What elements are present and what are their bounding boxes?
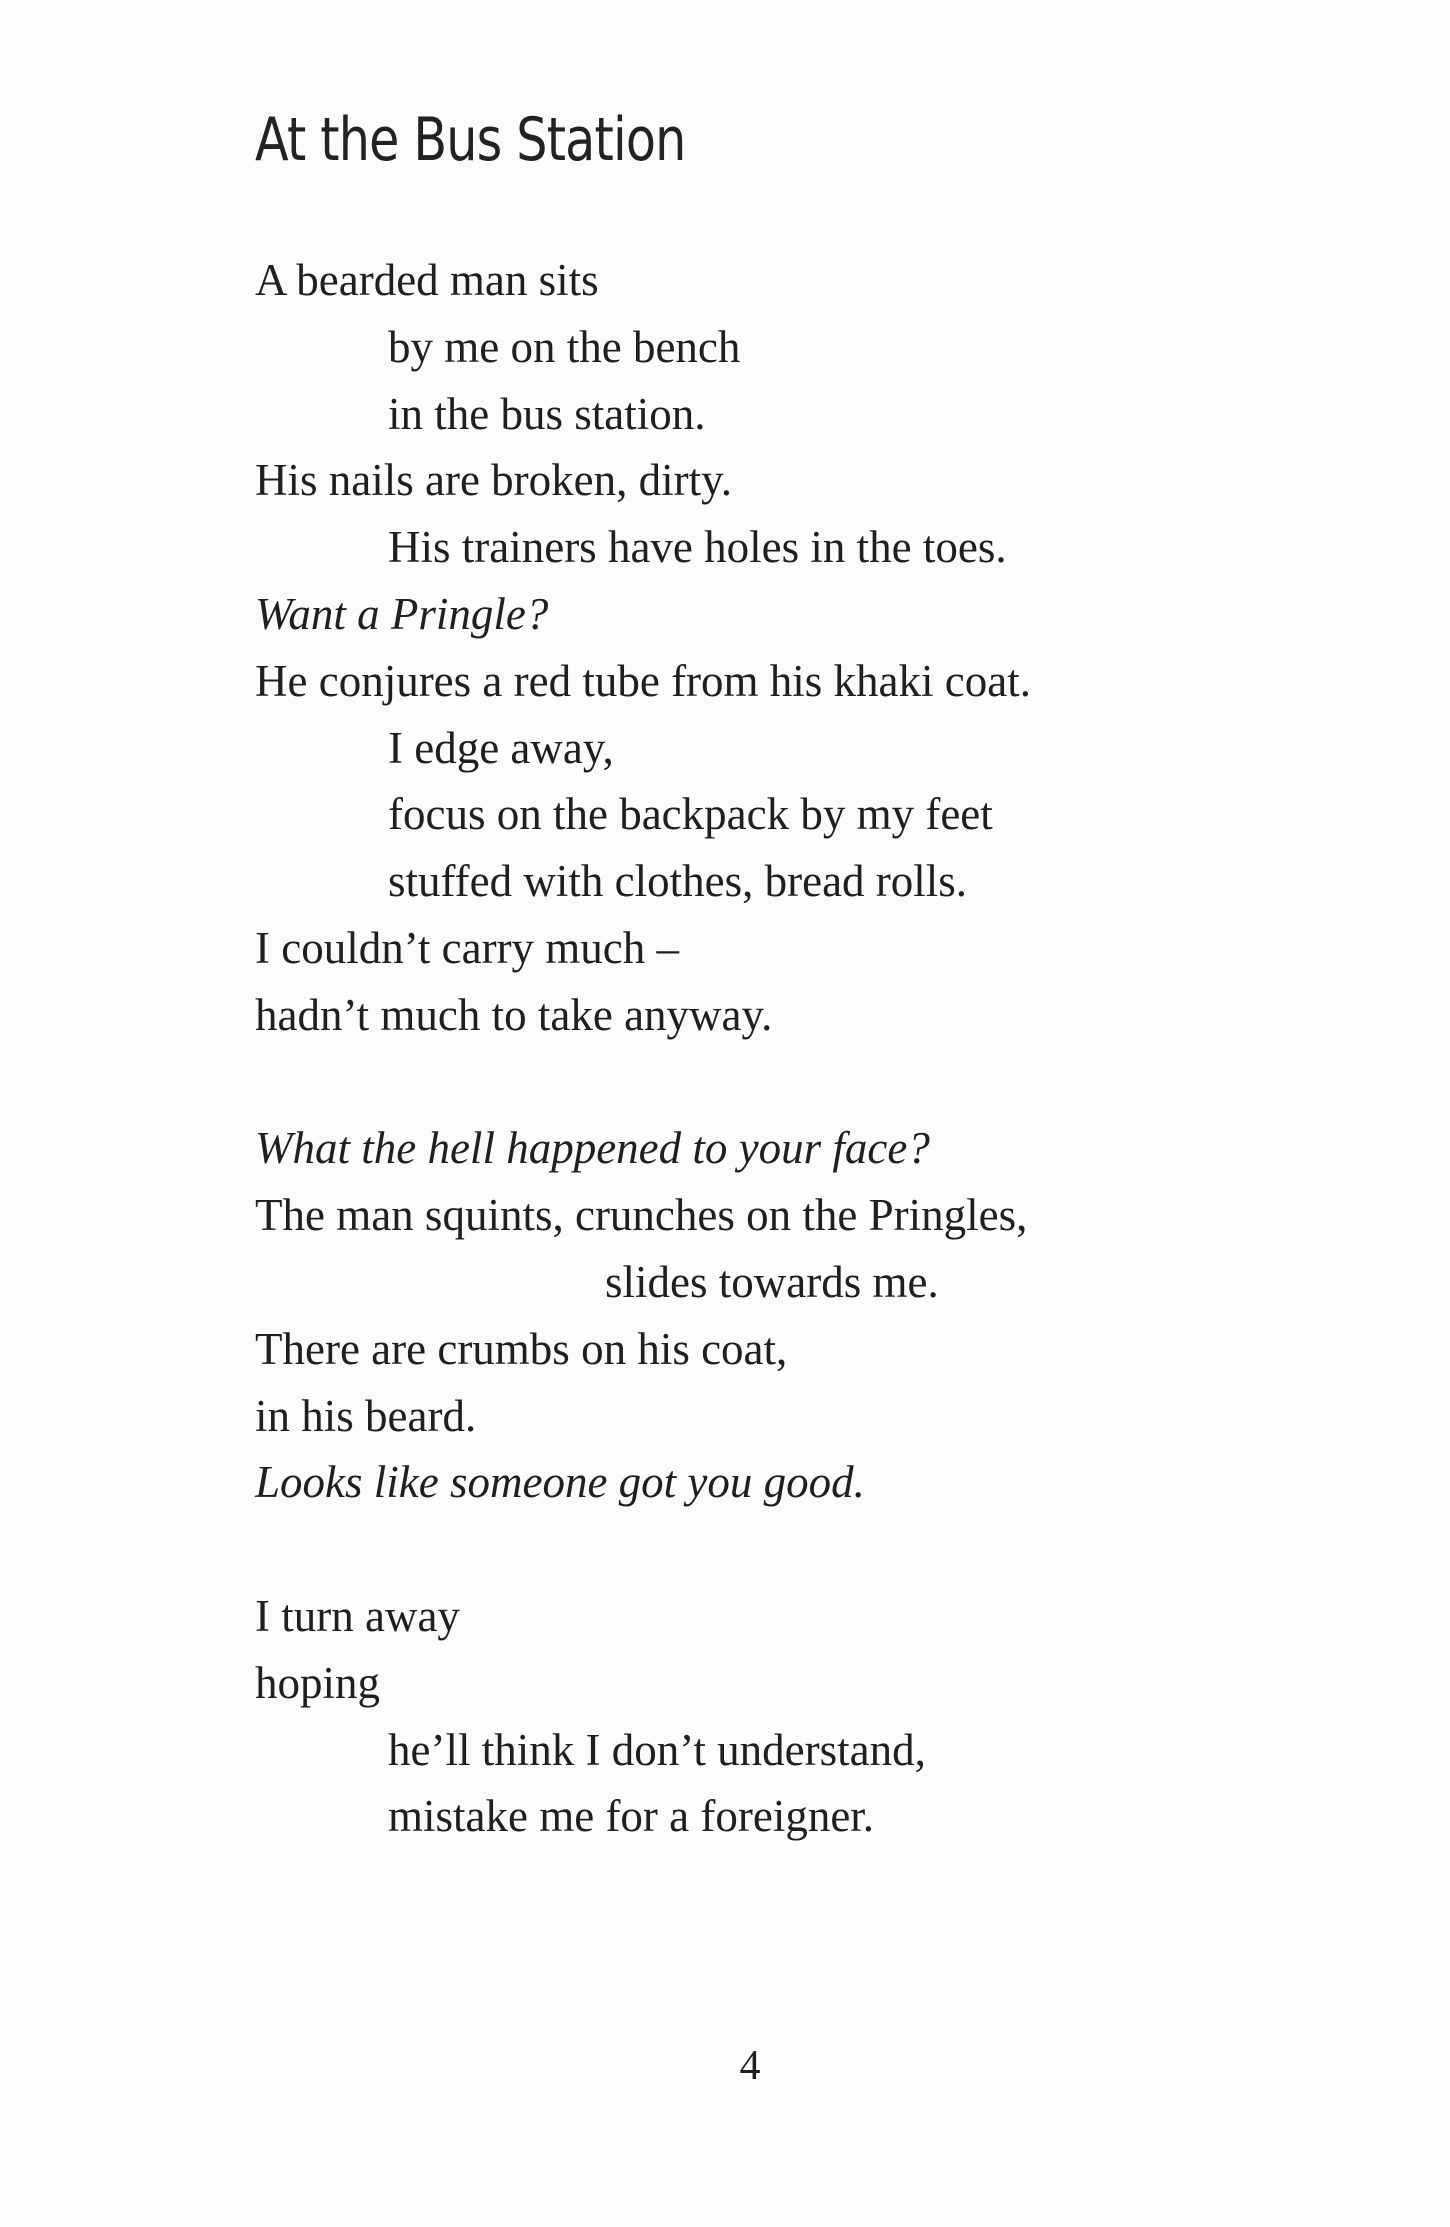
poem-body <box>255 247 1305 1850</box>
stanza-break <box>255 1049 1305 1116</box>
poem-line: There are crumbs on his coat, <box>255 1323 788 1374</box>
poem-line: Looks like someone got you good. <box>255 1457 865 1508</box>
poem-line: His nails are broken, dirty. <box>255 455 732 506</box>
poem-line: in his beard. <box>255 1390 477 1441</box>
poem-line: He conjures a red tube from his khaki coat. <box>255 655 1031 706</box>
page-number: 4 <box>739 2043 761 2089</box>
poem-line: Want a Pringle? <box>255 588 549 639</box>
poem-line: I couldn’t carry much – <box>255 922 680 973</box>
poem-line: he’ll think I don’t understand, <box>388 1724 926 1775</box>
poem-line: I turn away <box>255 1590 460 1641</box>
poem-line: The man squints, crunches on the Pringles, <box>255 1190 1028 1241</box>
poem-line: mistake me for a foreigner. <box>388 1791 875 1842</box>
poem-line: hadn’t much to take anyway. <box>255 989 773 1040</box>
poem-title: At the Bus Station <box>255 105 686 175</box>
poem-line: focus on the backpack by my feet <box>388 789 993 840</box>
poem-line: I edge away, <box>388 722 614 773</box>
stanza-break <box>255 1516 1305 1583</box>
poem-line: by me on the bench <box>388 321 741 372</box>
poem-line: slides towards me. <box>605 1256 939 1307</box>
poem-line: in the bus station. <box>388 388 706 439</box>
poem-line: stuffed with clothes, bread rolls. <box>388 856 968 907</box>
poem-line: A bearded man sits <box>255 255 599 305</box>
poem-line: What the hell happened to your face? <box>255 1123 930 1174</box>
poem-line: hoping <box>255 1657 381 1708</box>
poem-line: His trainers have holes in the toes. <box>388 522 1007 573</box>
